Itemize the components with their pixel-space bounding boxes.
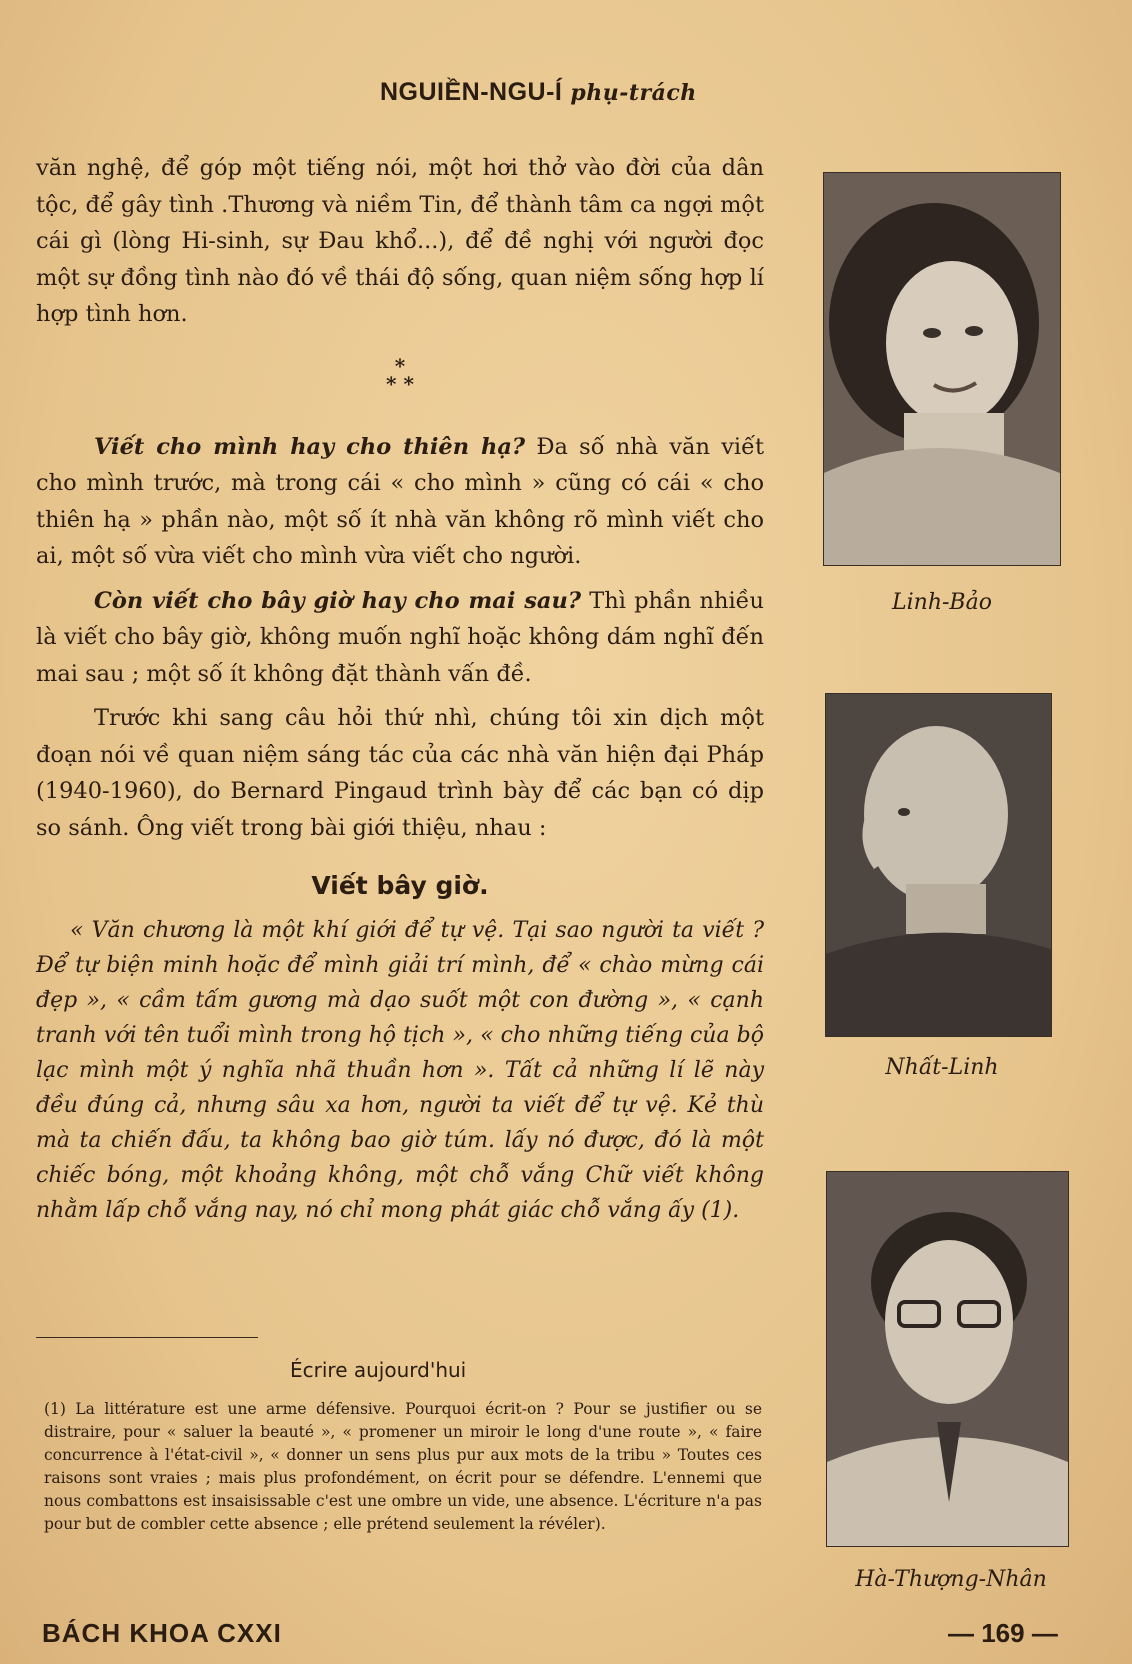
portrait-photo-linh-bao: [823, 172, 1061, 566]
paragraph-1: văn nghệ, để góp một tiếng nói, một hơi thở vào đời của dân tộc, để gây tình .Thương và niềm Tin, để thành tâm ca ngợi một cái gì (lòng Hi-sinh, sự Đau khổ...), để đề nghị với người đọc một sự đồng tình nào đó về thái độ sống, quan niệm sống hợp lí hợp tình hơn.: [36, 155, 764, 327]
footnote-rule: [36, 1337, 258, 1338]
portrait-nhat-linh-image: [826, 694, 1051, 1036]
portrait-linh-bao-image: [824, 173, 1060, 565]
paragraph-2: [36, 429, 764, 575]
question-2: Còn viết cho bây giờ hay cho mai sau?: [94, 587, 582, 614]
portrait-ha-thuong-nhan-image: [827, 1172, 1068, 1546]
caption-nhat-linh: Nhất-Linh: [885, 1055, 999, 1080]
page-header: [380, 78, 740, 107]
author-role: phụ-trách: [570, 80, 697, 106]
caption-ha-thuong-nhan: Hà-Thượng-Nhân: [855, 1567, 1047, 1592]
journal-name: BÁCH KHOA CXXI: [42, 1618, 282, 1648]
quoted-passage: « Văn chương là một khí giới để tự vệ. Tại sao người ta viết ? Để tự biện minh hoặc để mình giải trí mình, để « chào mừng cái đẹp », « cầm tấm gương mà dạo suốt một con đường », « cạnh tranh với tên tuổi mình trong hộ tịch », « cho những tiếng của bộ lạc mình một ý nghĩa nhã thuần hơn ». Tất cả những lí lẽ này đều đúng cả, nhưng sâu xa hơn, người ta viết để tự vệ. Kẻ thù mà ta chiến đấu, ta không bao giờ túm. lấy nó được, đó là một chiếc bóng, một khoảng không, một chỗ vắng Chữ viết không nhằm lấp chỗ vắng nay, nó chỉ mong phát giác chỗ vắng ấy (1).: [36, 917, 764, 1223]
main-column: [36, 150, 764, 1236]
author-name: NGUIỀN-NGU-Í: [380, 78, 563, 106]
footnote-text: (1) La littérature est une arme défensive. Pourquoi écrit-on ? Pour se justifier ou se distraire, pour « saluer la beauté », « promener un miroir le long d'une route », « faire concurrence à l'état-civil », « donner un sens plus pur aux mots de la tribu » Toutes ces raisons sont vraies ; mais plus profondément, on écrit pour se défendre. L'ennemi que nous combattons est insaisissable c'est une ombre un vide, une absence. L'écriture n'a pas pour but de combler cette absence ; elle prétend seulement la révéler).: [44, 1400, 762, 1533]
paragraph-4: Trước khi sang câu hỏi thứ nhì, chúng tôi xin dịch một đoạn nói về quan niệm sáng tác của các nhà văn hiện đại Pháp (1940-1960), do Bernard Pingaud trình bày để các bạn có dịp so sánh. Ông viết trong bài giới thiệu, nhau :: [36, 705, 764, 841]
question-1: Viết cho mình hay cho thiên hạ?: [94, 433, 526, 460]
portrait-photo-nhat-linh: [825, 693, 1052, 1037]
section-divider: [36, 353, 764, 396]
page-number: — 169 —: [948, 1618, 1058, 1648]
divider-star-bottom: * *: [386, 371, 414, 396]
portrait-photo-ha-thuong-nhan: [826, 1171, 1069, 1547]
caption-linh-bao: Linh-Bảo: [892, 590, 992, 615]
section-subheading: Viết bây giờ.: [311, 871, 489, 900]
paragraph-3-text: Thì phần nhiều là viết cho bây giờ, không muốn nghĩ hoặc không dám nghĩ đến mai sau ; một số ít không đặt thành vấn đề.: [36, 587, 764, 687]
paragraph-2-text: Đa số nhà văn viết cho mình trước, mà trong cái « cho mình » cũng có cái « cho thiên hạ » phần nào, một số ít nhà văn không rõ mình viết cho ai, một số vừa viết cho mình vừa viết cho người.: [36, 433, 764, 569]
divider-star-top: *: [394, 353, 406, 378]
footnote-source-title: Écrire aujourd'hui: [290, 1358, 467, 1382]
paragraph-3: [36, 583, 764, 693]
